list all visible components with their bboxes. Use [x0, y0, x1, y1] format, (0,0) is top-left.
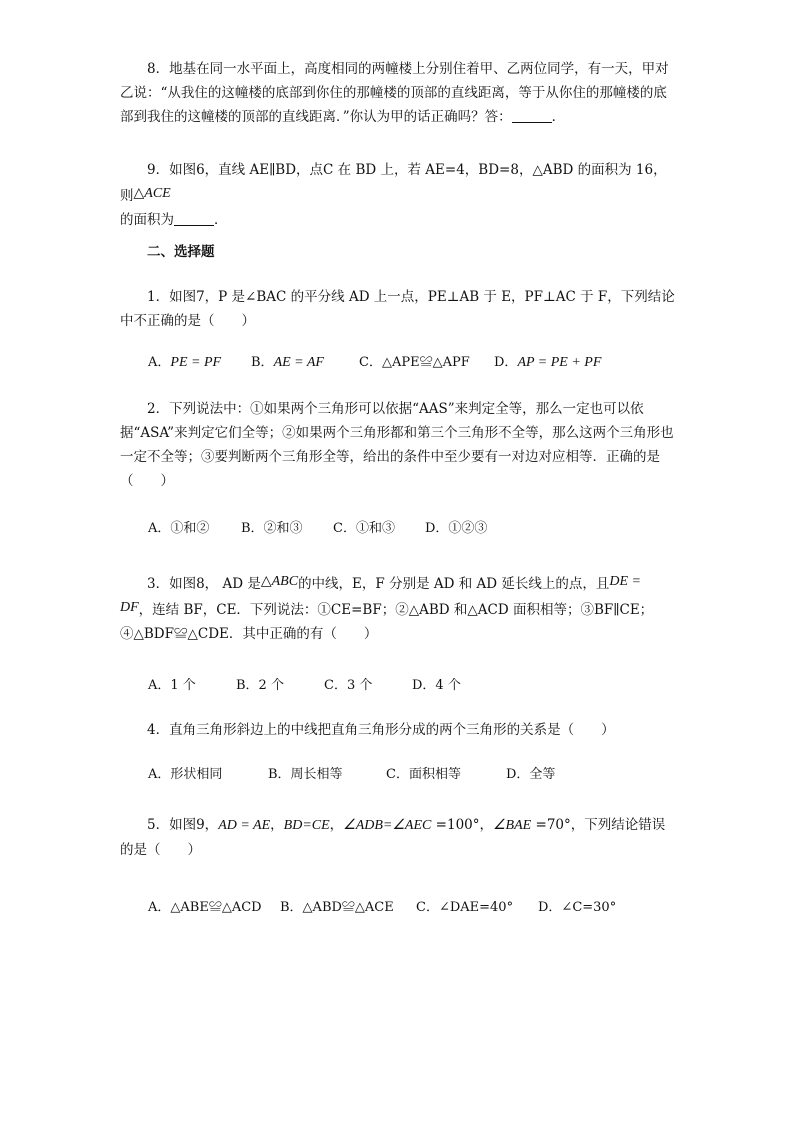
math-triangle-abc: △ABC [260, 574, 299, 589]
option-c: C．①和③ [333, 521, 395, 536]
question-9-end: ． [214, 212, 228, 228]
choice-question-1-options [148, 353, 601, 373]
question-8-end: ． [551, 109, 566, 125]
option-d: D．全等 [506, 767, 556, 782]
option-a: A．形状相同 [148, 767, 223, 782]
choice-question-5 [120, 813, 675, 862]
option-d: D．①②③ [425, 521, 488, 536]
choice-question-4-options [148, 765, 555, 785]
answer-blank [512, 108, 552, 123]
option-a: A．1 个 [148, 678, 196, 693]
choice-question-5-text-1: 5．如图9， [147, 817, 219, 833]
choice-question-2-options [148, 519, 487, 539]
option-math: AE = AF [273, 355, 324, 370]
choice-question-1 [120, 285, 675, 333]
choice-question-5-options [148, 898, 616, 918]
option-letter: A． [148, 355, 171, 370]
choice-question-5-text-2: =70°，下列结论错误的是（ ） [120, 817, 666, 858]
choice-question-3 [120, 570, 675, 646]
choice-question-3-text-2: 的中线，E，F 分别是 AD 和 AD 延长线上的点，且 [298, 576, 610, 592]
option-letter: C． [359, 355, 382, 370]
separator: ， [329, 817, 344, 833]
option-c: C．3 个 [324, 678, 373, 693]
option-a [148, 353, 251, 373]
section-title [120, 240, 675, 264]
option-letter: D． [494, 355, 518, 370]
option-c: C．∠DAE=40° [416, 900, 514, 915]
option-d [494, 353, 601, 373]
choice-question-2-stem: 2．下列说法中：①如果两个三角形可以依据“AAS”来判定全等，那么一定也可以依据“ASA”来判定它们全等；②如果两个三角形都和第三个三角形不全等，那么这两个三角形也一定不全等；③要判断两个三角形全等，给出的条件中至少要有一对边对应相等．正确的是（ ） [120, 401, 674, 489]
option-math: AP = PE + PF [517, 355, 602, 370]
option-text: △APE≌△APF [381, 355, 470, 370]
option-c: C．面积相等 [386, 767, 461, 782]
math-ad-equals-ae: AD = AE [218, 818, 271, 833]
choice-question-3-options [148, 676, 461, 696]
option-b: B．②和③ [241, 521, 303, 536]
option-letter: B． [251, 355, 274, 370]
question-9-text: 9．如图6，直线 AE∥BD，点C 在 BD 上，若 AE=4，BD=8，△ABD 的面积为 16，则 [120, 162, 667, 204]
question-9-text-2: 的面积为 [120, 212, 174, 228]
option-b: B．△ABD≌△ACE [280, 900, 394, 915]
choice-question-3-text-3: ，连结 BF，CE．下列说法：①CE=BF；②△ABD 和△ACD 面积相等；③BF∥CE；④△BDF≌△CDE．其中正确的有（ ） [120, 602, 654, 642]
question-8-text: 8．地基在同一水平面上，高度相同的两幢楼上分别住着甲、乙两位同学，有一天，甲对乙说：“从我住的这幢楼的底部到你住的那幢楼的顶部的直线距离，等于从你住的那幢楼的底部到我住的这幢楼的顶部的直线距离．”你认为甲的话正确吗？答： [120, 61, 669, 125]
choice-question-1-stem: 1．如图7，P 是∠BAC 的平分线 AD 上一点，PE⊥AB 于 E，PF⊥AC 于 F，下列结论中不正确的是（ ） [120, 289, 675, 329]
answer-blank [174, 211, 214, 226]
separator: ， [270, 817, 284, 833]
option-b [251, 353, 359, 373]
choice-question-3-text-1: 3．如图8， AD 是 [147, 576, 261, 592]
option-c [359, 353, 494, 373]
option-d: D．4 个 [412, 678, 461, 693]
math-angle-adb-aec: ∠ADB=∠AEC [343, 818, 432, 833]
section-title-text: 二、选择题 [147, 244, 215, 260]
value-100: =100°， [431, 817, 493, 833]
choice-question-2 [120, 397, 675, 493]
question-9 [120, 158, 675, 232]
option-b: B．周长相等 [268, 767, 343, 782]
option-math: PE = PF [170, 355, 222, 370]
math-triangle-ace: △ACE [133, 186, 171, 201]
option-a: A．①和② [148, 521, 210, 536]
choice-question-4-stem: 4．直角三角形斜边上的中线把直角三角形分成的两个三角形的关系是（ ） [147, 722, 615, 738]
option-d: D．∠C=30° [538, 900, 617, 915]
option-b: B．2 个 [236, 678, 284, 693]
math-de-equals-df: DE = DF [120, 574, 641, 615]
question-8 [120, 57, 675, 129]
option-a: A．△ABE≌△ACD [148, 900, 262, 915]
math-angle-bae: ∠BAE [493, 818, 532, 833]
math-bd-equals-ce: BD=CE [283, 818, 330, 833]
choice-question-4 [120, 718, 675, 742]
